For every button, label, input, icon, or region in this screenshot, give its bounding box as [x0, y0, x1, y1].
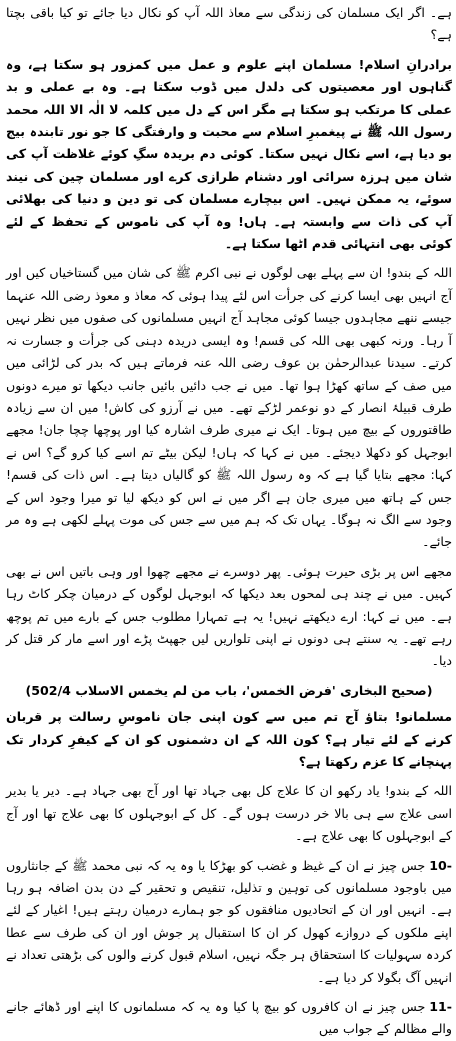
paragraph-badr-narration: اللہ کے بندو! ان سے پہلے بھی لوگوں نے نبی اکرم ﷺ کی شان میں گستاخیاں کیں اور آج انہیں بھی ایسا کرنے کی جرأت اس لئے پیدا ہوئی کہ معاذ و معوذ رضی اللہ عنہما جیسے ننھے مجاہدوں جیسا کوئی مجاہد آج انہیں مسلمانوں کی صفوں میں نظر نہیں آ رہا۔ ورنہ کبھی بھی اللہ کی قسم! وہ ایسی دریدہ دہنی کی جرأت و جسارت نہ کرتے۔ سیدنا عبدالرحمٰن بن عوف رضی اللہ عنہ فرماتے ہیں کہ بدر کی لڑائی میں میں صف کے ساتھ کھڑا ہوا تھا۔ میں نے جب دائیں بائیں جانب دیکھا تو میرے دونوں طرف قبیلۂ انصار کے دو نوعمر لڑکے تھے۔ میں نے آرزو کی کاش! میں ان سے زیادہ طاقتوروں کے بیچ میں ہوتا۔ ایک نے میری طرف اشارہ کیا اور پوچھا چچا جان! مجھے ابوجہل کو دکھلا دیجئے۔ میں نے کہا کہ ہاں! لیکن بیٹے تم اسے کیا کرو گے؟ اس نے کہا: مجھے بتایا گیا ہے کہ وہ رسول اللہ ﷺ کو گالیاں دیتا ہے۔ اس ذات کی قسم! جس کے ہاتھ میں میری جان ہے اگر میں نے اس کو دیکھ لیا تو میرا وجود اس کے وجود سے الگ نہ ہوگا۔ یہاں تک کہ ہم میں سے جس کی موت پہلے لکھی ہے وہ مر جائے۔ [6, 265, 452, 550]
point-11-text: جس چیز نے ان کافروں کو بیچ پا کیا وہ یہ کہ مسلمانوں کا اپنے اور ڈھائے جانے والے مظالم کے جواب میں [6, 999, 452, 1037]
paragraph-point-11 [6, 996, 452, 1041]
paragraph-abu-jahl-killed: مجھے اس پر بڑی حیرت ہوئی۔ پھر دوسرے نے مجھے چھوا اور وہی باتیں اس نے بھی کہیں۔ میں نے چند ہی لمحوں بعد دیکھا کہ ابوجہل لوگوں کے درمیان چکر کاٹ رہا ہے۔ میں نے کہا: ارے دیکھتے نہیں! یہ ہے تمہارا مطلوب جس کے بارے میں تم پوچھ رہے تھے۔ یہ سنتے ہی دونوں نے اپنی تلواریں لیں جھپٹ پڑے اور اسے مار کر قتل کر دیا۔ [6, 563, 452, 669]
paragraph-call-to-muslims: مسلمانو! بتاؤ آج تم میں سے کون اپنی جان ناموسِ رسالت پر قربان کرنے کے لئے تیار ہے؟ کون اللہ کے ان دشمنوں کو ان کے کیفرِ کردار تک پہنچانے کا عزم رکھتا ہے؟ [6, 709, 452, 769]
paragraph-brothers-of-islam: برادرانِ اسلام! مسلمان اپنے علوم و عمل میں کمزور ہو سکتا ہے، وہ گناہوں اور معصیتوں کی دلدل میں ڈوب سکتا ہے۔ وہ بے عملی و بد عملی کا مرتکب ہو سکتا ہے مگر اس کے دل میں کلمہ لا الٰہ الا اللہ محمد رسول اللہ ﷺ نے پیغمبرِ اسلام سے محبت و وارفتگی کا جو نور تابندہ بیج بو دیا ہے، اسے نکال نہیں سکتا۔ کوئی دم بریدہ سگِ کوئے غلاظت آپ کی شان میں ہرزہ سرائی اور دشنام طرازی کرے اور مسلمان چین کی نیند سوئے، یہ ممکن نہیں۔ اس بیچارے مسلمان کی تو دین و دنیا کی بھلائی آپ کی ذات سے وابستہ ہے۔ ہاں! وہ آپ کی ناموس کے تحفظ کے لئے کوئی بھی انتہائی قدم اٹھا سکتا ہے۔ [6, 56, 452, 252]
paragraph-remedy-is-jihad: اللہ کے بندو! یاد رکھو ان کا علاج کل بھی جہاد تھا اور آج بھی جہاد ہے۔ دیر یا بدیر اسی علاج سے ہی بالا خر درست ہوں گے۔ کل کے ابوجہلوں کا بھی علاج تھا اور آج کے ابوجہلوں کا بھی علاج ہے۔ [6, 783, 452, 844]
point-10-text: جس چیز نے ان کے غیظ و غضب کو بھڑکا یا وہ یہ کہ نبی محمد ﷺ کے جانثاروں میں باوجود مسلمانوں کی توہین و تذلیل، تنقیص و تحقیر کے دن بدن اضافہ ہو رہا ہے۔ انہیں اور ان کے اتحادیوں منافقوں کو جو ہمارے درمیان رہتے ہیں! اغیار کے لئے اپنے ملکوں کے دروازے کھول کر ان کا استقبال پر جوش اور ان کی طرف سے عطا کردہ سہولیات کا استحقاق ہر جگہ نہیں، اسلام قبول کرنے والوں کی بڑھتی تعداد نے انہیں آگ بگولا کر دیا ہے۔ [6, 857, 452, 985]
point-number-10: 10- [429, 857, 452, 873]
point-number-11: 11- [429, 999, 452, 1015]
hadith-reference: (صحیح البخاری 'فرض الخمس'، باب من لم یخمس الاسلاب 502/4) [25, 682, 433, 698]
paragraph-intro-end: ہے۔ اگر ایک مسلمان کی زندگی سے معاذ اللہ آپ کو نکال دیا جائے تو کیا باقی بچتا ہے؟ [6, 5, 452, 43]
paragraph-point-10 [6, 855, 452, 989]
